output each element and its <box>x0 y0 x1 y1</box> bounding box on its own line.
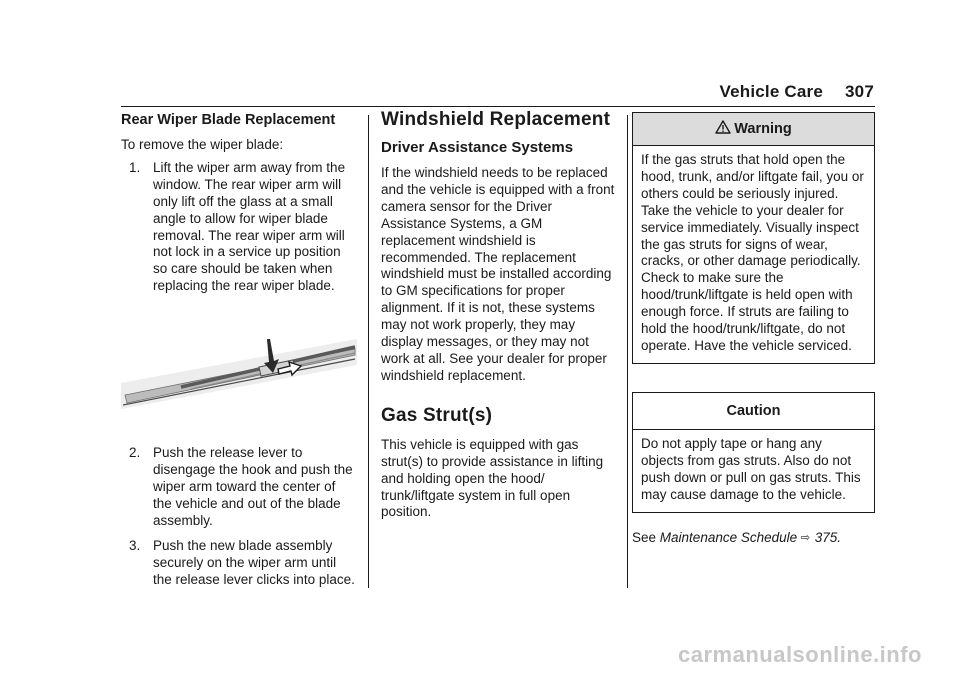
caution-box <box>632 392 875 513</box>
wiper-blade-illustration <box>121 325 357 425</box>
column-rear-wiper <box>121 110 357 588</box>
maintenance-schedule-link[interactable]: Maintenance Schedule <box>659 529 798 545</box>
windshield-paragraph: If the windshield needs to be replaced and the vehicle is equipped with a front camera sensor for the Driver Assistance Systems, a GM replacement windshield is recommended. The replacement windshield must be installed according to GM specifications for proper alignment. If it is not, these systems may not work properly, they may display messages, or they may not work at all. See your dealer for proper windshield replacement. <box>381 165 615 383</box>
warning-box <box>632 112 875 364</box>
warning-header <box>633 113 874 146</box>
driver-assistance-subheading: Driver Assistance Systems <box>381 139 574 156</box>
gas-struts-paragraph: This vehicle is equipped with gas strut(s) to provide assistance in lifting and holding open the hood/ trunk/liftgate system in full open position. <box>381 436 604 520</box>
column-windshield <box>381 110 617 521</box>
windshield-title: Windshield Replacement <box>381 109 611 130</box>
page-header <box>720 82 875 102</box>
section-title: Vehicle Care <box>719 82 824 101</box>
warning-triangle-icon <box>715 114 731 128</box>
warning-title: Warning <box>734 121 792 137</box>
wiper-step-1: 1. Lift the wiper arm away from the window. The rear wiper arm will only lift off the glass at a small angle to allow for wiper blade removal. The rear wiper arm will not lock in a service up position so care should be taken when replacing the rear wiper blade. <box>129 159 346 294</box>
page-reference-icon: ⇨ <box>800 531 811 544</box>
wiper-steps-1 <box>121 160 357 295</box>
reference-page-number[interactable]: 375. <box>814 529 841 545</box>
header-rule <box>121 106 875 107</box>
rear-wiper-heading: Rear Wiper Blade Replacement <box>121 112 336 128</box>
column-divider-1 <box>368 115 369 588</box>
column-notices <box>632 110 875 560</box>
column-divider-2 <box>627 115 628 588</box>
caution-text: Do not apply tape or hang any objects from gas struts. Also do not push down or pull on gas struts. This may cause damage to the vehicle. <box>641 435 861 502</box>
wiper-steps-2 <box>121 445 357 588</box>
gas-struts-title: Gas Strut(s) <box>381 404 493 426</box>
wiper-intro: To remove the wiper blade: <box>121 137 284 152</box>
wiper-step-2: 2. Push the release lever to disengage the hook and push the wiper arm toward the center of the vehicle and out of the blade assembly. <box>129 445 353 528</box>
wiper-step-3: 3. Push the new blade assembly securely on the wiper arm until the release lever clicks into place. <box>129 537 355 587</box>
warning-text: If the gas struts that hold open the hood, trunk, and/or liftgate fail, you or others could be seriously injured. Take the vehicle to your dealer for service immediately. Visually inspect the gas struts for signs of wear, cracks, or other damage periodically. Check to make sure the hood/trunk/liftgate is held open with enough force. If struts are failing to hold the hood/trunk/liftgate, do not operate. Have the vehicle serviced. <box>641 152 864 353</box>
page-number: 307 <box>845 82 874 101</box>
watermark: carmanualsonline.info <box>678 642 922 667</box>
caution-title: Caution <box>633 393 874 430</box>
see-reference: See Maintenance Schedule ⇨ 375. <box>632 529 841 545</box>
